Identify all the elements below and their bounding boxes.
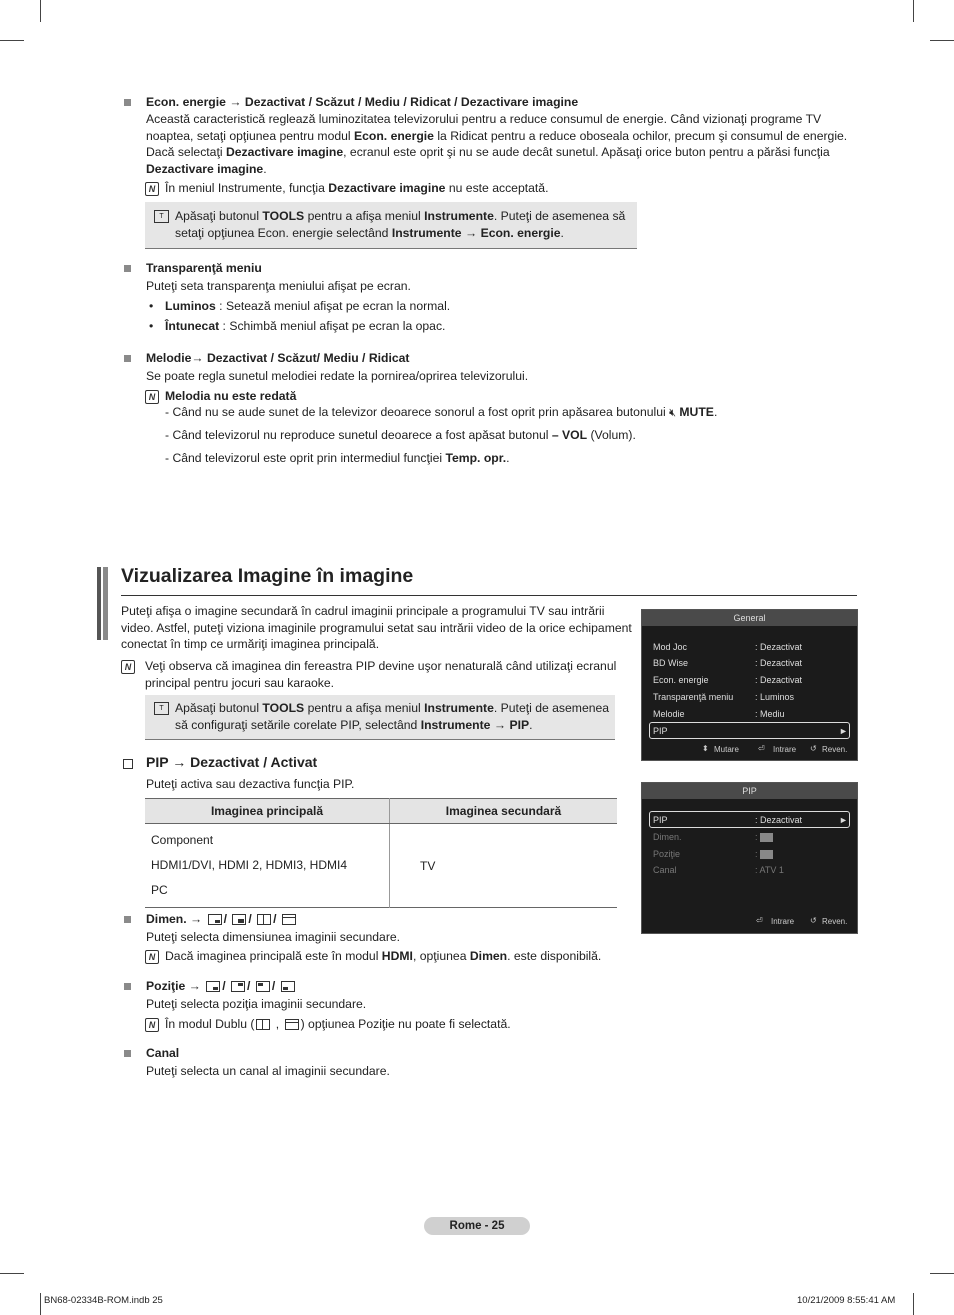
pip-size-large-icon	[232, 914, 246, 925]
crop-mark	[913, 1293, 914, 1315]
mute-icon: 🔇︎	[669, 407, 677, 419]
osd-row-value: : Mediu	[755, 709, 785, 719]
osd-row-label: Canal	[653, 865, 677, 875]
osd-general-menu	[641, 609, 858, 761]
melodie-item-1: - Când nu se aude sunet de la televizor deoarece sonorul a fost oprit prin apăsarea butonului 🔇︎ MUTE.	[165, 405, 718, 419]
section-note: Veţi observa că imaginea din fereastra PIP devine uşor nenaturală când utilizaţi ecranul principal pentru jocuri sau karaoke.	[145, 659, 617, 690]
osd-row-label: Econ. energie	[653, 675, 709, 685]
melodie-heading: Melodie→ Dezactivat / Scăzut/ Mediu / Ridicat	[146, 351, 410, 365]
bullet-square-icon	[124, 983, 131, 990]
pip-dual-wide-icon	[285, 1019, 299, 1030]
title-rule	[121, 595, 857, 596]
osd-row-value: :	[755, 849, 758, 859]
file-info: BN68-02334B-ROM.indb 25	[44, 1295, 163, 1306]
transp-heading: Transparenţă meniu	[146, 261, 262, 275]
osd-selected-row[interactable]	[649, 811, 850, 828]
canal-desc: Puteţi selecta un canal al imaginii secundare.	[146, 1064, 390, 1078]
osd-row-label: Dimen.	[653, 832, 682, 842]
section-intro: Puteţi afişa o imagine secundară în cadrul imaginii principale a programului TV sau intrării video. Astfel, puteţi viziona imaginile programului setat sau intrării video de la orice echipament conectat în timp ce urmăriţi imaginea principală.	[121, 604, 632, 652]
tools-tip-text: Apăsaţi butonul TOOLS pentru a afişa meniul Instrumente. Puteţi de asemenea să configuraţi setările corelate PIP, selectând Instrumente → PIP.	[175, 701, 610, 732]
tools-icon: T	[154, 210, 169, 223]
osd-title: PIP	[642, 783, 857, 799]
bullet-square-icon	[124, 1050, 131, 1057]
updown-icon: ⬍	[702, 744, 709, 753]
note-icon: N	[145, 950, 159, 964]
pip-position-top-left-icon	[256, 981, 270, 992]
crop-mark	[40, 0, 41, 22]
enter-icon: ⏎	[758, 744, 765, 753]
osd-selected-row[interactable]	[649, 722, 850, 739]
pip-size-small-icon	[208, 914, 222, 925]
bullet-dot: •	[149, 299, 154, 313]
osd-footer-label: Reven.	[822, 917, 848, 926]
dimen-note: Dacă imaginea principală este în modul HDMI, opţiunea Dimen. este disponibilă.	[165, 949, 602, 963]
tools-icon: T	[154, 702, 169, 715]
osd-footer-label: Intrare	[771, 917, 795, 926]
note-icon: N	[121, 660, 135, 674]
arrow-right-icon: ►	[839, 726, 848, 736]
osd-footer-label: Mutare	[714, 745, 739, 754]
crop-mark	[0, 1273, 24, 1274]
pozitie-note: În modul Dublu ( , ) opţiunea Poziţie nu poate fi selectată.	[165, 1017, 511, 1031]
pip-position-bottom-left-icon	[281, 981, 295, 992]
osd-row-value: : Dezactivat	[755, 642, 803, 652]
transp-desc: Puteţi seta transparenţa meniului afişat pe ecran.	[146, 279, 411, 293]
page-number: Rome - 25	[424, 1217, 530, 1235]
note-icon: N	[145, 1018, 159, 1032]
print-date: 10/21/2009 8:55:41 AM	[797, 1295, 896, 1306]
pip-dual-wide-icon	[282, 914, 296, 925]
osd-pip-menu	[641, 782, 858, 934]
osd-row-value: : Dezactivat	[755, 658, 803, 668]
melodie-item-2: - Când televizorul nu reproduce sunetul deoarece a fost apăsat butonul – VOL (Volum).	[165, 428, 636, 442]
pip-dual-icon	[257, 914, 271, 925]
osd-row-label: Transparenţă meniu	[653, 692, 734, 702]
osd-row-value: :	[755, 832, 758, 842]
melodie-note-title: Melodia nu este redată	[165, 389, 297, 403]
econ-heading: Econ. energie → Dezactivat / Scăzut / Mediu / Ridicat / Dezactivare imagine	[146, 95, 579, 109]
table-cell-secondary: TV	[420, 858, 436, 873]
pip-size-icon	[760, 833, 773, 842]
pip-dual-icon	[256, 1019, 270, 1030]
section-bar	[97, 567, 101, 640]
pip-position-top-right-icon	[231, 981, 245, 992]
crop-mark	[0, 40, 24, 41]
note-icon: N	[145, 390, 159, 404]
melodie-desc: Se poate regla sunetul melodiei redate la pornirea/oprirea televizorului.	[146, 369, 529, 383]
osd-row-label: Melodie	[653, 709, 685, 719]
bullet-square-icon	[124, 916, 131, 923]
return-icon: ↺	[810, 916, 817, 925]
bullet-square-icon	[124, 265, 131, 272]
bullet-dot: •	[149, 319, 154, 333]
crop-mark	[930, 40, 954, 41]
enter-icon: ⏎	[756, 916, 763, 925]
bullet-square-icon	[124, 355, 131, 362]
osd-row-label: Mod Joc	[653, 642, 688, 652]
osd-title: General	[642, 610, 857, 626]
osd-footer-label: Reven.	[822, 745, 848, 754]
osd-row-value: : Dezactivat	[755, 815, 803, 825]
pozitie-heading: Poziţie → / / /	[146, 978, 297, 995]
return-icon: ↺	[810, 744, 817, 753]
canal-heading: Canal	[146, 1046, 180, 1060]
arrow-right-icon: ►	[839, 815, 848, 825]
crop-mark	[913, 0, 914, 22]
econ-desc: Această caracteristică reglează luminozitatea televizorului pentru a reduce consumul de energie. Când vizionaţi programe TV noaptea, setaţi opţiunea pentru modul Econ. energie la Ridicat pentru a reduce oboseala ochilor, precum şi consumul de energie. Dacă selectaţi Dezactivare imagine, ecranul este oprit şi nu se aude decât sunetul. Apăsaţi orice buton pentru a părăsi funcţia Dezactivare imagine.	[146, 112, 848, 176]
melodie-item-3: - Când televizorul este oprit prin intermediul funcţiei Temp. opr..	[165, 451, 510, 465]
pip-position-icon	[760, 850, 773, 859]
osd-row-value: : ATV 1	[755, 865, 784, 875]
pip-table	[145, 798, 617, 908]
bullet-square-icon	[124, 99, 131, 106]
osd-row-value: : Dezactivat	[755, 675, 803, 685]
transp-option-luminos: Luminos : Setează meniul afişat pe ecran la normal.	[165, 299, 451, 313]
osd-row-label: BD Wise	[653, 658, 689, 668]
pozitie-desc: Puteţi selecta poziţia imaginii secundare.	[146, 997, 367, 1011]
tools-tip-box	[145, 695, 615, 740]
dimen-heading: Dimen. → / / /	[146, 911, 298, 928]
crop-mark	[40, 1293, 41, 1315]
osd-row-label: PIP	[653, 815, 668, 825]
dimen-desc: Puteţi selecta dimensiunea imaginii secundare.	[146, 930, 401, 944]
pip-position-bottom-right-icon	[206, 981, 220, 992]
section-bar	[103, 567, 108, 640]
section-title: Vizualizarea Imagine în imagine	[121, 565, 414, 587]
osd-footer-label: Intrare	[773, 745, 797, 754]
table-cell-primary: Component HDMI1/DVI, HDMI 2, HDMI3, HDMI4 PC	[145, 824, 390, 908]
econ-note: În meniul Instrumente, funcţia Dezactivare imagine nu este acceptată.	[165, 181, 549, 195]
transp-option-intunecat: Întunecat : Schimbă meniul afişat pe ecran la opac.	[165, 319, 446, 333]
pip-heading: PIP → Dezactivat / Activat	[146, 754, 318, 770]
tools-tip-text: Apăsaţi butonul TOOLS pentru a afişa meniul Instrumente. Puteţi de asemenea să setaţi opţiunea Econ. energie selectând Instrumente → Econ. energie.	[175, 209, 626, 240]
table-header: Imaginea principală	[145, 799, 390, 824]
crop-mark	[930, 1273, 954, 1274]
checkbox-icon	[123, 759, 133, 769]
osd-row-label: Poziţie	[653, 849, 681, 859]
osd-row-value: : Luminos	[755, 692, 795, 702]
tools-tip-box	[145, 202, 637, 249]
osd-row-label: PIP	[653, 726, 668, 736]
table-header: Imaginea secundară	[390, 799, 618, 824]
pip-desc: Puteţi activa sau dezactiva funcţia PIP.	[146, 777, 355, 791]
note-icon: N	[145, 182, 159, 196]
